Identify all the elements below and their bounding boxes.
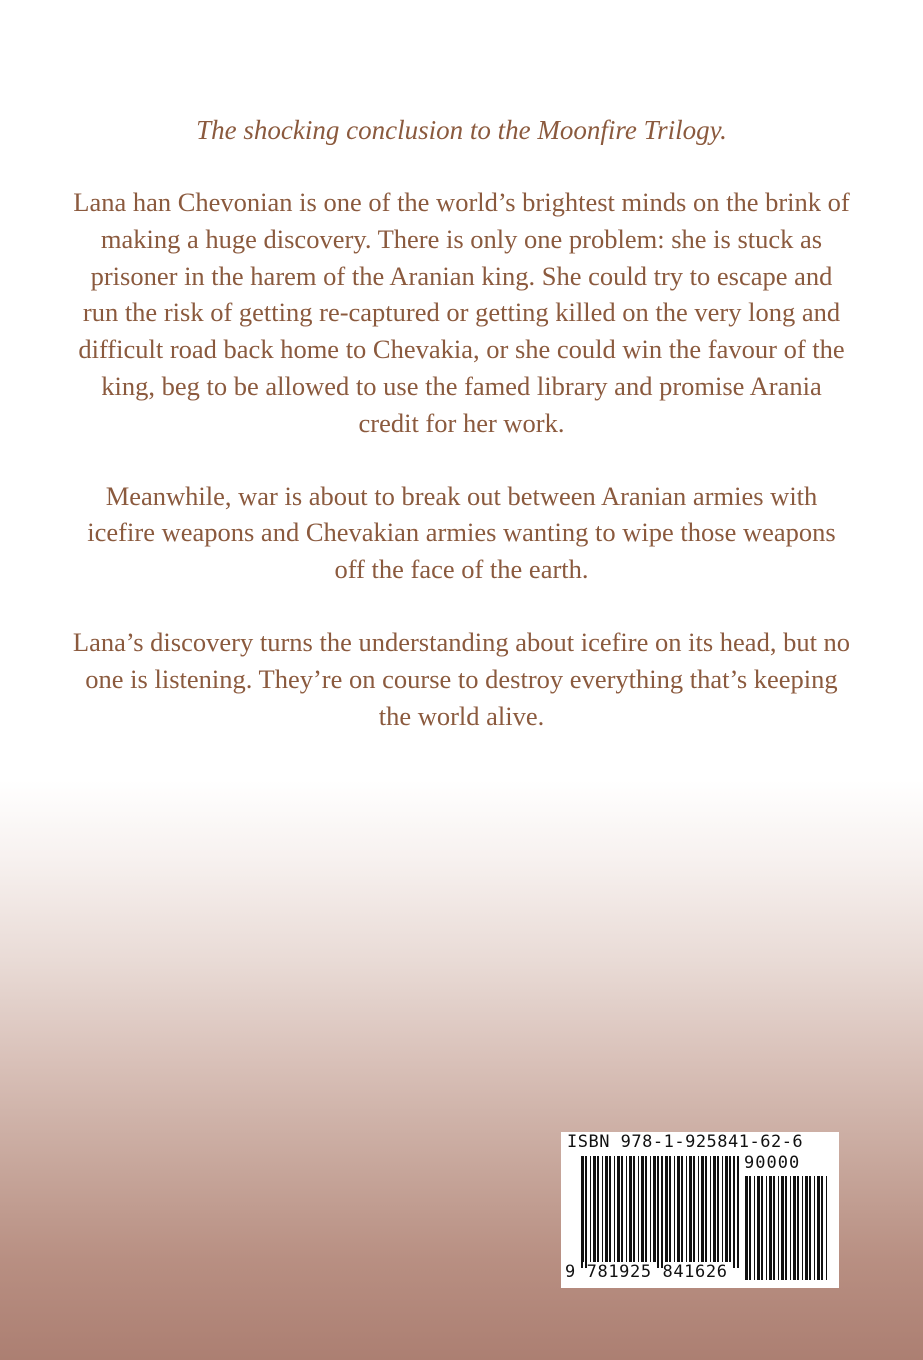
tagline: The shocking conclusion to the Moonfire Trilogy. — [196, 115, 727, 145]
blurb-paragraph-2: Meanwhile, war is about to break out between Aranian armies with icefire weapons and Chevakian armies wanting to wipe those weapons off the face of the earth. — [87, 480, 836, 585]
back-cover-text — [70, 110, 853, 770]
barcode-addon-code: 90000 — [744, 1153, 801, 1173]
isbn-barcode — [561, 1132, 839, 1288]
isbn-label: ISBN 978-1-925841-62-6 — [567, 1132, 804, 1152]
blurb-paragraph-1: Lana han Chevonian is one of the world’s brightest minds on the brink of making a huge discovery. There is only one problem: she is stuck as prisoner in the harem of the Aranian king. She could try to escape and run the risk of getting re-captured or getting killed on the very long and difficult road back home to Chevakia, or she could win the favour of the king, beg to be allowed to use the famed library and promise Arania credit for her work. — [73, 187, 850, 438]
blurb-paragraph-3: Lana’s discovery turns the understanding about icefire on its head, but no one is listening. They’re on course to destroy everything that’s keeping the world alive. — [72, 626, 851, 731]
barcode-ean-digits: 9 781925 841626 — [565, 1262, 728, 1282]
